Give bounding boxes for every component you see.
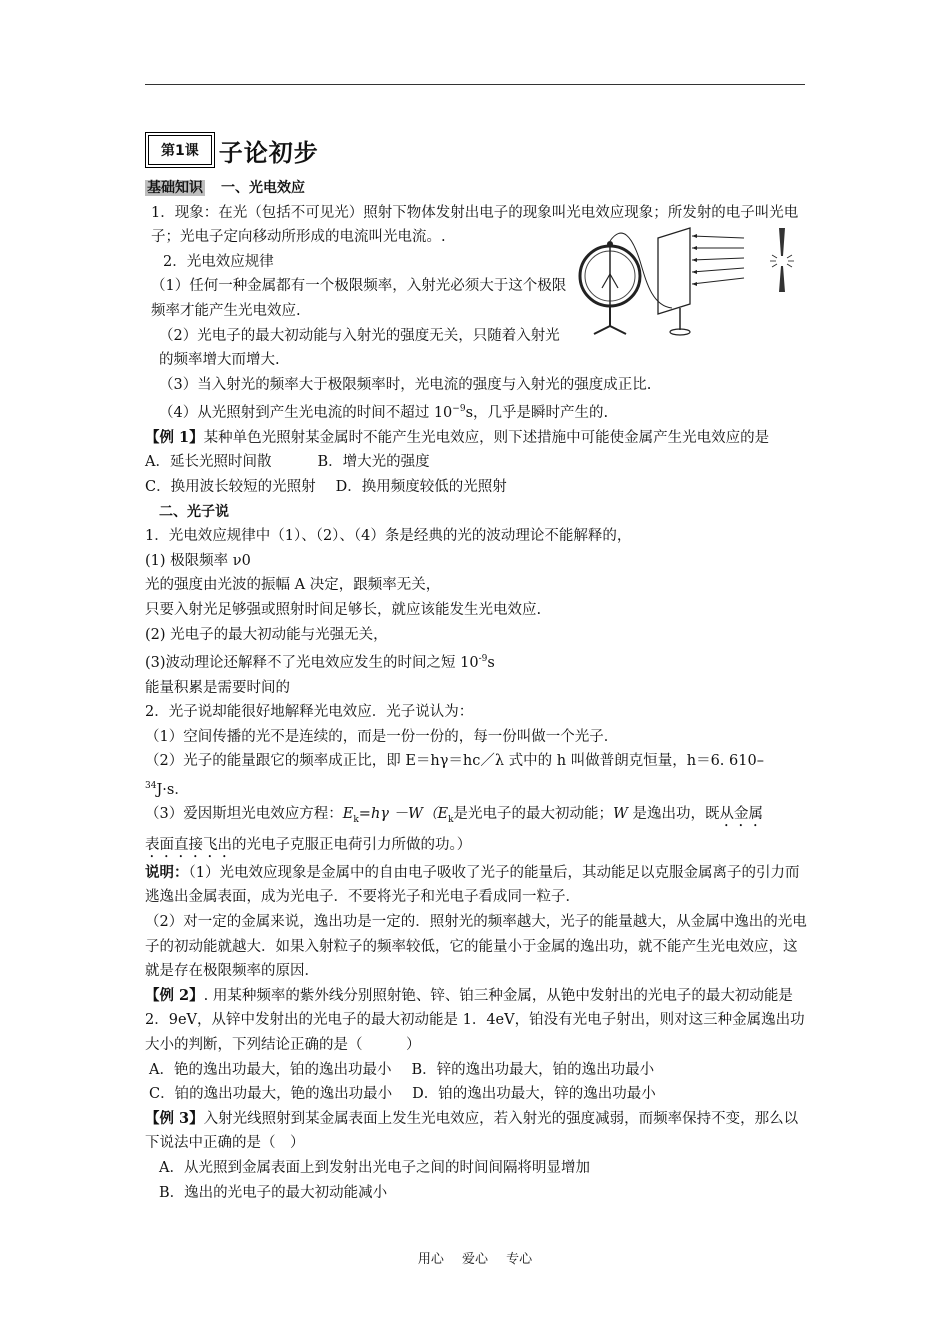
- rule-2-text: （2）光电子的最大初动能与入射光的强度无关，只随着入射光的频率增大而增大.: [159, 327, 560, 369]
- planck-exponent: 34: [145, 780, 157, 791]
- emphasis-text-1: 从金属: [719, 806, 764, 823]
- rule-4: [145, 397, 810, 425]
- rule-1: （1）任何一种金属都有一个极限频率，入射光必须大于这个极限频率才能产生光电效应.: [151, 278, 567, 319]
- example-1-options-ab: [145, 450, 810, 475]
- rule-3: （3）当入射光的频率大于极限频率时，光电流的强度与入射光的强度成正比.: [159, 376, 652, 393]
- s2-line-7: 能量积累是需要时间的: [145, 679, 290, 696]
- rule-4-exponent: −9: [452, 404, 466, 415]
- example-3-option-b: B．逸出的光电子的最大初动能减小: [159, 1184, 388, 1201]
- planck-unit: J·s．: [156, 781, 189, 798]
- note-2: （2）对一定的金属来说，逸出功是一定的．照射光的频率越大，光子的能量越大，从金属中逸出的光电子的初动能就越大．如果入射粒子的频率较低，它的能量小于金属的逸出功，就不能产生光电效应，这就是存在极限频率的原因．: [145, 914, 807, 980]
- header-rule: [145, 84, 805, 85]
- einstein-desc: 是光电子的最大初动能；: [453, 806, 614, 823]
- example-3-option-a: A．从光照到金属表面上到发射出光电子之间的时间间隔将明显增加: [159, 1159, 590, 1176]
- example-2-option-a: A．铯的逸出功最大，铂的逸出功最小: [149, 1061, 392, 1078]
- phenomenon-paragraph: 1．现象：在光（包括不可见光）照射下物体发射出电子的现象叫光电效应现象；所发射的电子叫光电子；光电子定向移动所形成的电流叫光电流。.: [151, 204, 799, 246]
- einstein-equation-line-2: [145, 833, 810, 861]
- example-3-label: 【例 3】: [145, 1109, 204, 1127]
- rule-4-tail: s，几乎是瞬时产生的.: [465, 405, 609, 422]
- example-1-options-cd: [145, 475, 810, 500]
- s2-line-10b: [145, 774, 810, 802]
- example-3-text: 入射光线照射到某金属表面上发生光电效应，若入射光的强度减弱，而频率保持不变，那么以下说法中正确的是（ ）: [145, 1110, 799, 1152]
- footer-word-2: 爱心: [461, 1252, 488, 1267]
- section2-heading: 二、光子说: [159, 503, 229, 520]
- s2-line-6-exponent: -9: [478, 654, 488, 665]
- lesson-label: 第1课: [148, 135, 212, 165]
- s2-line-9: （1）空间传播的光不是连续的，而是一份一份的，每一份叫做一个光子．: [145, 728, 619, 745]
- example-2-option-c: C．铂的逸出功最大，铯的逸出功最小: [149, 1086, 393, 1103]
- example-2-text: . 用某种频率的紫外线分别照射铯、锌、铂三种金属，从铯中发射出的光电子的最大初动能是 2．9eV，从锌中发射出的光电子的最大初动能是 1．4eV，铂没有光电子射出，则对这三种金属逸出功大小的判断，下列结论正确的是（ ）: [145, 987, 805, 1053]
- note-label: 说明：: [145, 863, 189, 881]
- formula-k: k: [353, 815, 359, 826]
- s2-line-6-text: (3)波动理论还解释不了光电效应发生的时间之短 10: [145, 654, 479, 671]
- einstein-desc-2: 是逸出功，既: [627, 806, 720, 823]
- basic-knowledge-tag: 基础知识: [147, 180, 203, 196]
- einstein-equation-line: [145, 802, 810, 832]
- emphasis-text-2: 表面直接飞出: [145, 836, 232, 853]
- formula-body: =hγ －W（: [358, 806, 438, 823]
- s2-line-8: 2．光子说却能很好地解释光电效应．光子说认为：: [145, 704, 474, 721]
- example-1-option-d: D．换用频度较低的光照射: [335, 478, 507, 495]
- s2-line-2: (1) 极限频率 ν0: [145, 552, 251, 569]
- example-2-option-b: B．锌的逸出功最大，铂的逸出功最小: [411, 1061, 655, 1078]
- footer-word-3: 专心: [506, 1252, 533, 1267]
- s2-line-5: (2) 光电子的最大初动能与光强无关，: [145, 626, 388, 643]
- rule-2: [145, 324, 569, 373]
- s2-line-4: 只要入射光足够强或照射时间足够长，就应该能发生光电效应.: [145, 601, 542, 618]
- s2-line-10: （2）光子的能量跟它的频率成正比，即 E＝hγ＝hc／λ 式中的 h 叫做普朗克恒量，h＝6. 610–: [145, 753, 764, 770]
- example-2-options-ab: [145, 1058, 810, 1083]
- s2-line-3: 光的强度由光波的振幅 A 决定，跟频率无关，: [145, 577, 441, 594]
- example-2-question: [145, 984, 810, 1058]
- example-1-option-b: B．增大光的强度: [317, 454, 430, 471]
- example-2-label: 【例 2】: [145, 986, 204, 1004]
- section1-heading: 一、光电效应: [221, 180, 305, 196]
- example-2-option-d: D．铂的逸出功最大，锌的逸出功最小: [412, 1086, 656, 1103]
- example-2-options-cd: [145, 1082, 810, 1107]
- footer-word-1: 用心: [417, 1252, 444, 1267]
- formula-W: W: [613, 806, 628, 823]
- document-body: [145, 128, 810, 1205]
- example-1-text: 某种单色光照射某金属时不能产生光电效应，则下述措施中可能使金属产生光电效应的是: [203, 429, 770, 446]
- example-1-option-c: C．换用波长较短的光照射: [145, 478, 316, 495]
- formula-k2: k: [448, 815, 454, 826]
- einstein-intro: （3）爱因斯坦光电效应方程：: [145, 806, 343, 823]
- example-1-option-a: A．延长光照时间散: [145, 454, 272, 471]
- s2-line-6-unit: s: [487, 654, 495, 671]
- example-3-question: [145, 1107, 810, 1156]
- formula-E: E: [342, 806, 354, 823]
- lesson-title-row: [145, 128, 810, 172]
- s2-line-6: [145, 647, 810, 675]
- formula-E2: E: [437, 806, 449, 823]
- rules-heading: 2．光电效应规律: [163, 253, 274, 270]
- einstein-desc-3: 的光电子克服正电荷引力所做的功。）: [232, 836, 472, 853]
- note-1-text: （1）光电效应现象是金属中的自由电子吸收了光子的能量后，其动能足以克服金属离子的引力而逃逸出金属表面，成为光电子．不要将光子和光电子看成同一粒子．: [145, 864, 800, 906]
- page-title: 子论初步: [218, 137, 319, 167]
- example-1-question: [145, 426, 810, 451]
- page-footer: [0, 1248, 950, 1267]
- example-1-label: 【例 1】: [145, 428, 204, 446]
- s2-line-1: 1．光电效应规律中（1）、（2）、（4）条是经典的光的波动理论不能解释的，: [145, 528, 632, 545]
- rule-4-text: （4）从光照射到产生光电流的时间不超过 10: [159, 405, 453, 422]
- lesson-label-box: [145, 132, 215, 168]
- note-1: [145, 861, 810, 910]
- section1-heading-line: [145, 176, 810, 201]
